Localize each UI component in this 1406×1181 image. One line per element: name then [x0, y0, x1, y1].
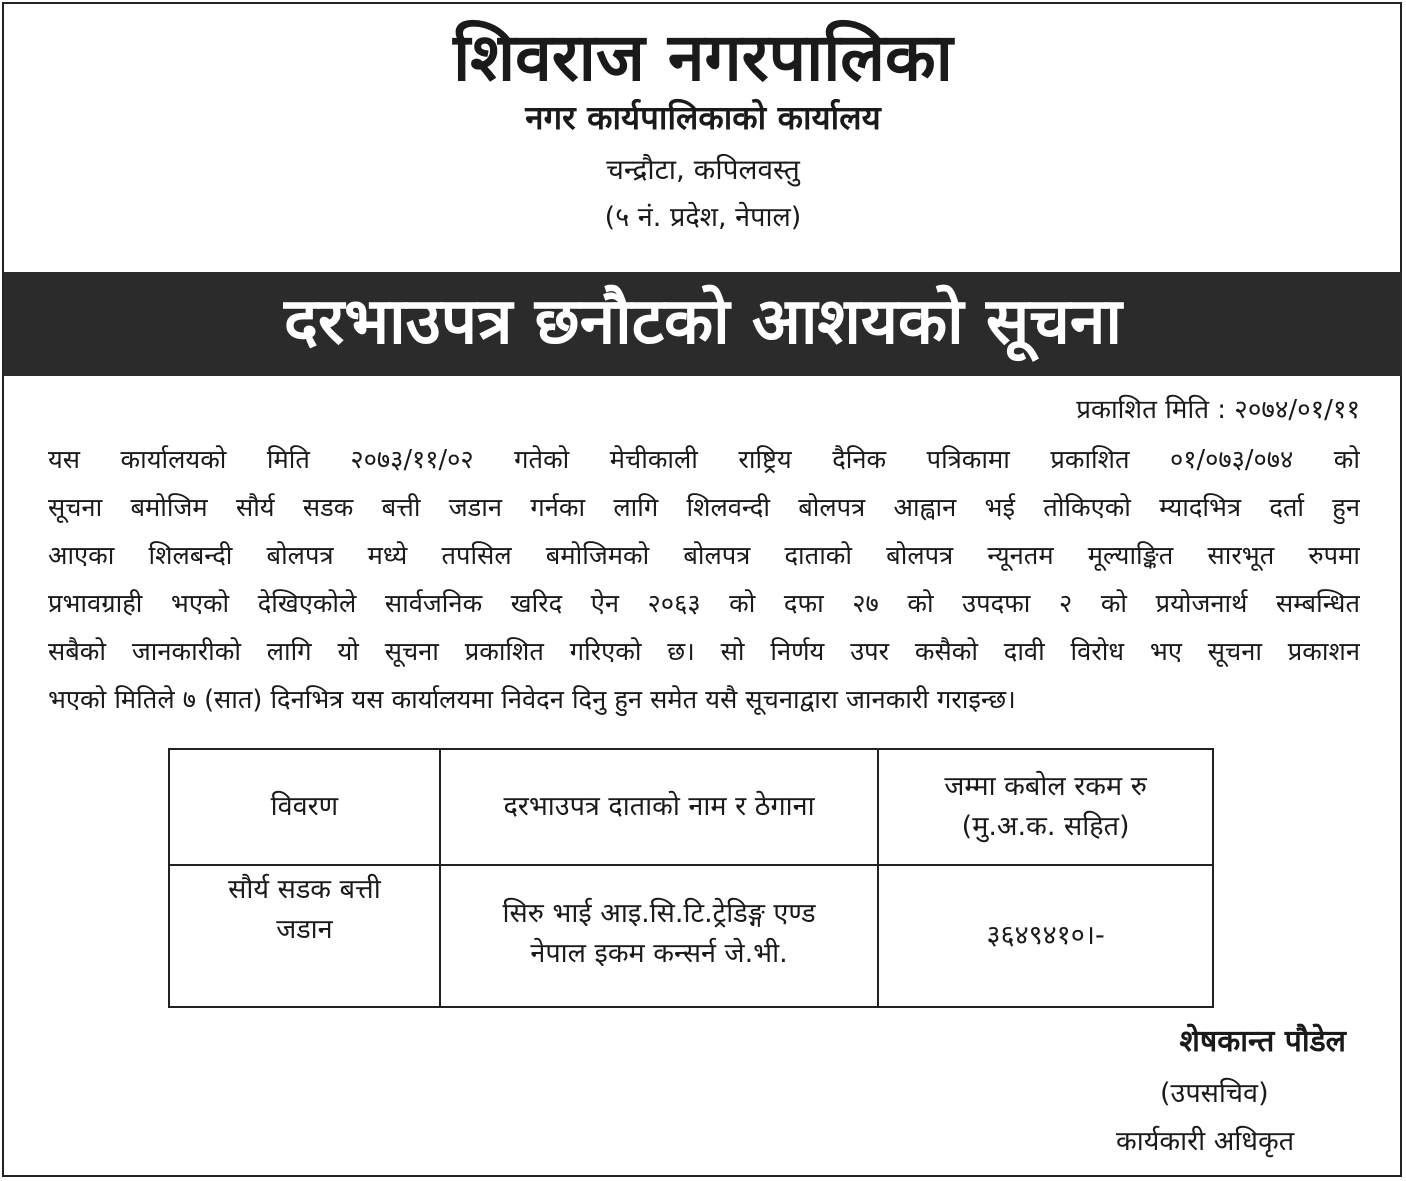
publication-date: प्रकाशित मिति : २०७४/०१/११: [1076, 395, 1360, 425]
notice-body: [48, 436, 1360, 724]
header-bidder-label: दरभाउपत्र दाताको नाम र ठेगाना: [503, 791, 815, 822]
body-line: सबैको जानकारीको लागि यो सूचना प्रकाशित गरिएको छ। सो निर्णय उपर कसैको दावी विरोध भए सूचना प्रकाशन: [48, 637, 1360, 667]
province-line: (५ नं. प्रदेश, नेपाल): [604, 202, 802, 233]
table-row: [169, 865, 1213, 1007]
signatory-role: कार्यकारी अधिकृत: [1116, 1126, 1295, 1157]
header-amount: [878, 749, 1213, 865]
organization-name: शिवराज नगरपालिका: [453, 19, 953, 96]
description-line: जडान: [276, 914, 333, 945]
bidder-line: नेपाल इकम कन्सर्न जे.भी.: [530, 938, 788, 969]
header-description: [169, 749, 440, 865]
description-line: सौर्य सडक बत्ती: [228, 874, 381, 905]
office-location: चन्द्रौटा, कपिलवस्तु: [606, 153, 800, 186]
cell-amount: [878, 865, 1213, 1007]
signatory-title: (उपसचिव): [1160, 1078, 1269, 1109]
cell-description: [169, 865, 440, 1007]
office-name: नगर कार्यपालिकाको कार्यालय: [525, 98, 881, 137]
bid-amount: ३६४९४१०।-: [986, 920, 1105, 951]
signatory-name: शेषकान्त पौडेल: [1179, 1024, 1346, 1059]
notice-header: [0, 0, 1406, 272]
body-line: प्रभावग्राही भएको देखिएकोले सार्वजनिक खरिद ऐन २०६३ को दफा २७ को उपदफा २ को प्रयोजनार्थ सम्बन्धित: [48, 589, 1360, 619]
header-amount-label: जम्मा कबोल रकम रु: [944, 771, 1147, 802]
body-line: भएको मितिले ७ (सात) दिनभित्र यस कार्यालयमा निवेदन दिनु हुन समेत यसै सूचनाद्वारा जानकारी गराइन्छ।: [48, 685, 1016, 715]
bidder-line: सिरु भाई आइ.सि.टि.ट्रेडिङ्ग एण्ड: [502, 898, 816, 929]
notice-title-banner: दरभाउपत्र छनौटको आशयको सूचना: [4, 272, 1402, 376]
body-line: सूचना बमोजिम सौर्य सडक बत्ती जडान गर्नका लागि शिलवन्दी बोलपत्र आह्वान भई तोकिएको म्यादभित्र दर्ता हुन: [48, 493, 1360, 523]
header-description-label: विवरण: [270, 791, 339, 822]
header-amount-sublabel: (मु.अ.क. सहित): [961, 811, 1130, 842]
bid-table: [168, 748, 1214, 1008]
body-line: यस कार्यालयको मिति २०७३/११/०२ गतेको मेचीकाली राष्ट्रिय दैनिक पत्रिकामा प्रकाशित ०१/०७३/०७४ को: [48, 445, 1360, 475]
table-header-row: [169, 749, 1213, 865]
header-bidder: [440, 749, 878, 865]
cell-bidder: [440, 865, 878, 1007]
body-line: आएका शिलबन्दी बोलपत्र मध्ये तपसिल बमोजिमको बोलपत्र दाताको बोलपत्र न्यूनतम मूल्याङ्कित सारभूत रुपमा: [48, 541, 1360, 571]
